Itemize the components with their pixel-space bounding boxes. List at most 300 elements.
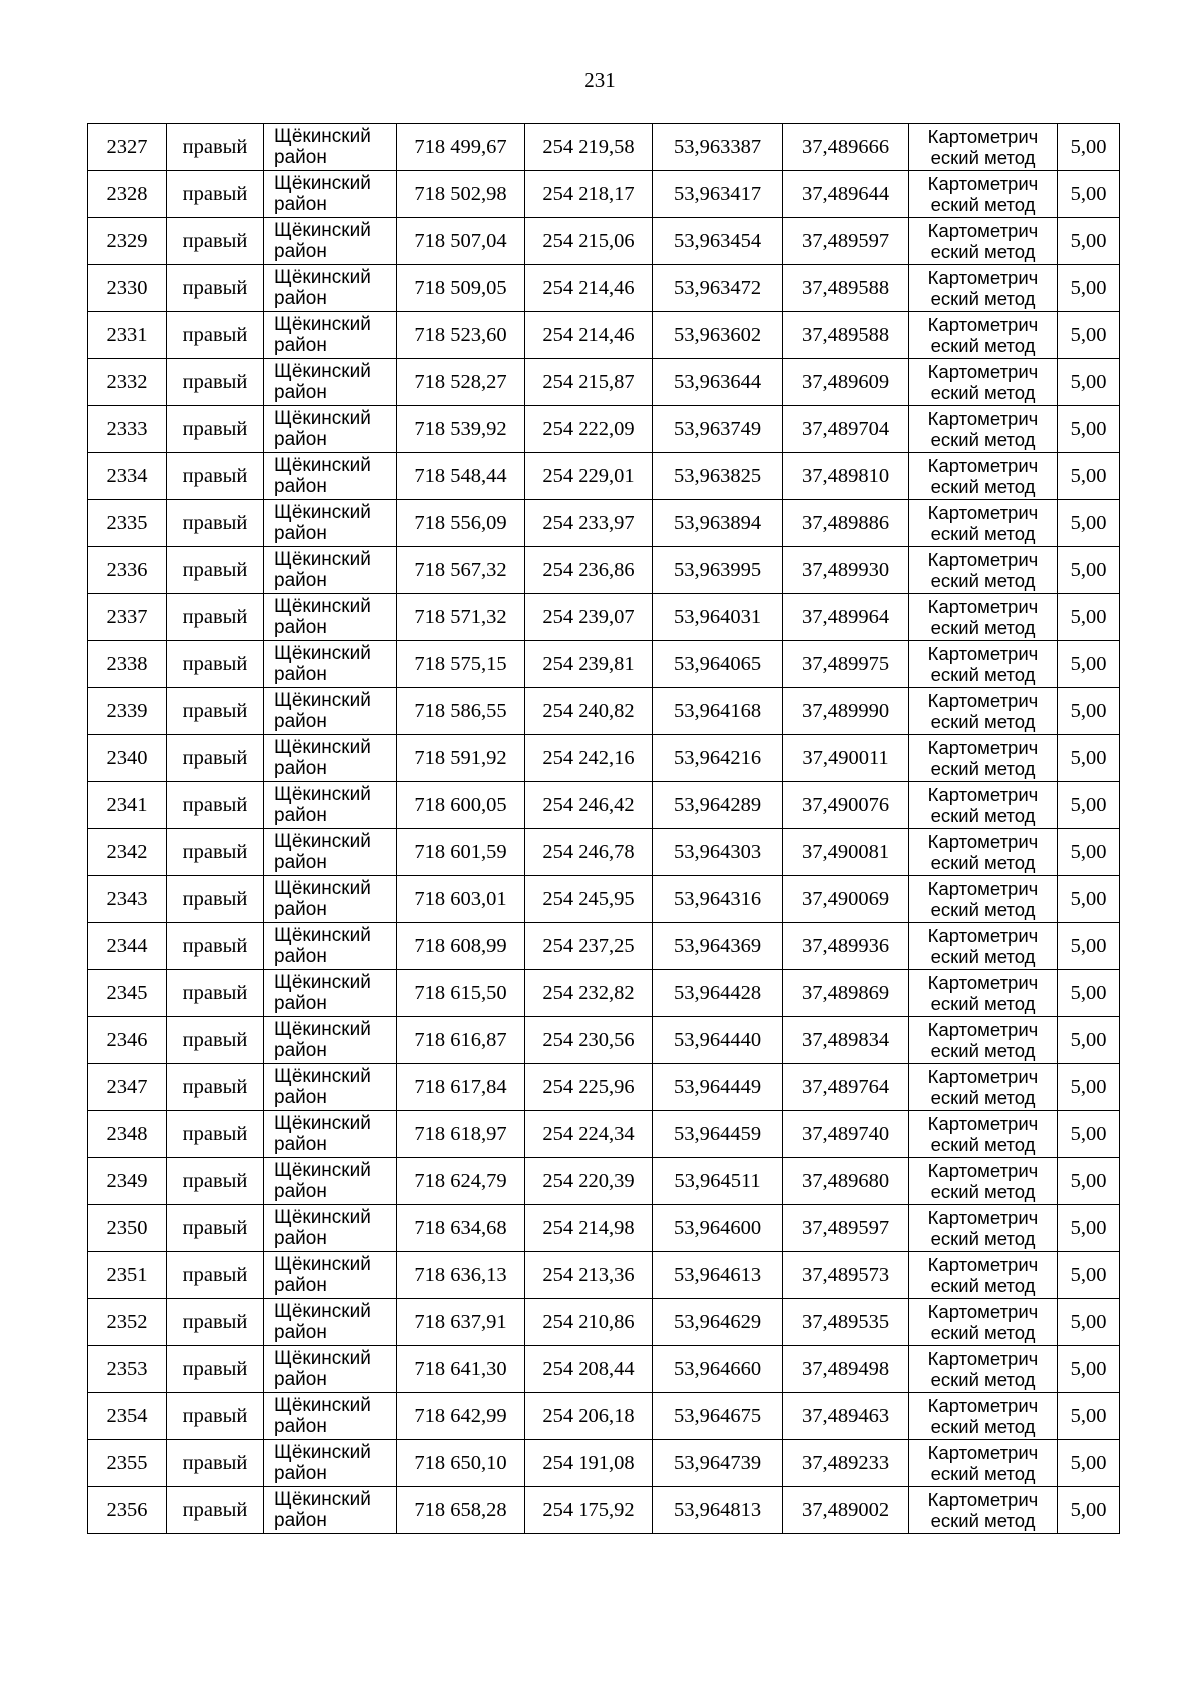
table-row [88,218,1120,265]
y-coordinate-cell: 254 229,01 [525,453,653,500]
y-coordinate-cell: 254 242,16 [525,735,653,782]
district-cell [264,1111,397,1158]
table-row [88,1158,1120,1205]
bank-side-cell: правый [167,1299,264,1346]
bank-side-cell: правый [167,782,264,829]
longitude-cell: 37,490076 [783,782,909,829]
method-cell [909,782,1058,829]
table-row [88,312,1120,359]
district-cell-line: Щёкинский [274,549,371,570]
method-cell [909,594,1058,641]
x-coordinate-cell: 718 608,99 [397,923,525,970]
point-number-cell: 2349 [88,1158,167,1205]
method-cell-line: еский метод [930,1087,1036,1108]
bank-side-cell: правый [167,265,264,312]
x-coordinate-cell: 718 641,30 [397,1346,525,1393]
district-cell-line: район [274,805,327,826]
district-cell [264,1252,397,1299]
district-cell-line: Щёкинский [274,878,371,899]
latitude-cell: 53,964600 [653,1205,783,1252]
district-cell-line: Щёкинский [274,361,371,382]
method-cell-line: еский метод [930,993,1036,1014]
method-cell-line: еский метод [930,476,1036,497]
table-row [88,359,1120,406]
district-cell-line: Щёкинский [274,1207,371,1228]
table-row [88,735,1120,782]
method-cell [909,1111,1058,1158]
accuracy-cell: 5,00 [1058,500,1120,547]
method-cell-line: еский метод [930,946,1036,967]
point-number-cell: 2355 [88,1440,167,1487]
district-cell-line: район [274,570,327,591]
district-cell [264,1393,397,1440]
point-number-cell: 2336 [88,547,167,594]
bank-side-cell: правый [167,1111,264,1158]
method-cell [909,688,1058,735]
district-cell-line: район [274,617,327,638]
method-cell-line: Картометрич [927,408,1039,429]
district-cell-line: Щёкинский [274,784,371,805]
y-coordinate-cell: 254 210,86 [525,1299,653,1346]
latitude-cell: 53,964660 [653,1346,783,1393]
y-coordinate-cell: 254 239,07 [525,594,653,641]
method-cell [909,171,1058,218]
table-row [88,1205,1120,1252]
district-cell-line: Щёкинский [274,925,371,946]
longitude-cell: 37,489597 [783,218,909,265]
table-row [88,923,1120,970]
method-cell [909,1393,1058,1440]
point-number-cell: 2351 [88,1252,167,1299]
method-cell-line: еский метод [930,335,1036,356]
method-cell-line: Картометрич [927,549,1039,570]
longitude-cell: 37,489644 [783,171,909,218]
latitude-cell: 53,963749 [653,406,783,453]
table-row [88,876,1120,923]
latitude-cell: 53,963644 [653,359,783,406]
method-cell-line: еский метод [930,664,1036,685]
district-cell-line: район [274,664,327,685]
district-cell-line: Щёкинский [274,1113,371,1134]
district-cell [264,1158,397,1205]
method-cell [909,829,1058,876]
district-cell-line: район [274,1322,327,1343]
accuracy-cell: 5,00 [1058,594,1120,641]
bank-side-cell: правый [167,1017,264,1064]
longitude-cell: 37,489233 [783,1440,909,1487]
method-cell-line: еский метод [930,1510,1036,1531]
district-cell-line: район [274,1087,327,1108]
district-cell-line: район [274,758,327,779]
district-cell [264,1299,397,1346]
district-cell-line: Щёкинский [274,1019,371,1040]
accuracy-cell: 5,00 [1058,547,1120,594]
accuracy-cell: 5,00 [1058,1393,1120,1440]
district-cell-line: район [274,1369,327,1390]
latitude-cell: 53,964675 [653,1393,783,1440]
longitude-cell: 37,489886 [783,500,909,547]
district-cell-line: район [274,1040,327,1061]
point-number-cell: 2338 [88,641,167,688]
longitude-cell: 37,489834 [783,1017,909,1064]
method-cell-line: Картометрич [927,173,1039,194]
latitude-cell: 53,963387 [653,124,783,171]
accuracy-cell: 5,00 [1058,1158,1120,1205]
method-cell-line: еский метод [930,194,1036,215]
method-cell-line: Картометрич [927,737,1039,758]
accuracy-cell: 5,00 [1058,1252,1120,1299]
y-coordinate-cell: 254 239,81 [525,641,653,688]
method-cell-line: Картометрич [927,1113,1039,1134]
x-coordinate-cell: 718 548,44 [397,453,525,500]
district-cell [264,923,397,970]
bank-side-cell: правый [167,735,264,782]
x-coordinate-cell: 718 539,92 [397,406,525,453]
bank-side-cell: правый [167,218,264,265]
district-cell-line: район [274,1134,327,1155]
longitude-cell: 37,489588 [783,265,909,312]
district-cell-line: район [274,946,327,967]
method-cell-line: еский метод [930,1369,1036,1390]
district-cell-line: Щёкинский [274,1442,371,1463]
district-cell [264,876,397,923]
y-coordinate-cell: 254 215,87 [525,359,653,406]
y-coordinate-cell: 254 218,17 [525,171,653,218]
method-cell-line: Картометрич [927,1489,1039,1510]
district-cell [264,1487,397,1534]
method-cell [909,406,1058,453]
y-coordinate-cell: 254 237,25 [525,923,653,970]
accuracy-cell: 5,00 [1058,218,1120,265]
district-cell-line: Щёкинский [274,126,371,147]
longitude-cell: 37,489573 [783,1252,909,1299]
method-cell-line: еский метод [930,241,1036,262]
district-cell-line: район [274,1510,327,1531]
accuracy-cell: 5,00 [1058,688,1120,735]
district-cell [264,594,397,641]
table-row [88,500,1120,547]
accuracy-cell: 5,00 [1058,876,1120,923]
table-row [88,688,1120,735]
district-cell-line: Щёкинский [274,643,371,664]
x-coordinate-cell: 718 634,68 [397,1205,525,1252]
point-number-cell: 2347 [88,1064,167,1111]
district-cell-line: район [274,147,327,168]
method-cell-line: еский метод [930,147,1036,168]
bank-side-cell: правый [167,406,264,453]
point-number-cell: 2330 [88,265,167,312]
district-cell-line: Щёкинский [274,1160,371,1181]
method-cell-line: еский метод [930,617,1036,638]
district-cell [264,970,397,1017]
x-coordinate-cell: 718 528,27 [397,359,525,406]
point-number-cell: 2328 [88,171,167,218]
bank-side-cell: правый [167,829,264,876]
point-number-cell: 2342 [88,829,167,876]
longitude-cell: 37,489498 [783,1346,909,1393]
bank-side-cell: правый [167,594,264,641]
table-row [88,1064,1120,1111]
district-cell-line: район [274,899,327,920]
y-coordinate-cell: 254 208,44 [525,1346,653,1393]
district-cell-line: район [274,288,327,309]
latitude-cell: 53,964303 [653,829,783,876]
method-cell-line: Картометрич [927,1254,1039,1275]
latitude-cell: 53,964613 [653,1252,783,1299]
method-cell-line: Картометрич [927,267,1039,288]
bank-side-cell: правый [167,1487,264,1534]
district-cell [264,829,397,876]
table-row [88,1440,1120,1487]
bank-side-cell: правый [167,171,264,218]
district-cell-line: район [274,852,327,873]
y-coordinate-cell: 254 214,46 [525,312,653,359]
accuracy-cell: 5,00 [1058,1017,1120,1064]
district-cell-line: район [274,476,327,497]
method-cell-line: Картометрич [927,455,1039,476]
district-cell-line: район [274,241,327,262]
accuracy-cell: 5,00 [1058,171,1120,218]
y-coordinate-cell: 254 224,34 [525,1111,653,1158]
method-cell [909,735,1058,782]
method-cell-line: еский метод [930,523,1036,544]
district-cell [264,1346,397,1393]
method-cell-line: еский метод [930,1040,1036,1061]
accuracy-cell: 5,00 [1058,735,1120,782]
method-cell-line: Картометрич [927,1207,1039,1228]
method-cell-line: Картометрич [927,1348,1039,1369]
accuracy-cell: 5,00 [1058,829,1120,876]
district-cell-line: район [274,382,327,403]
x-coordinate-cell: 718 586,55 [397,688,525,735]
district-cell-line: район [274,194,327,215]
y-coordinate-cell: 254 219,58 [525,124,653,171]
method-cell-line: еский метод [930,1134,1036,1155]
method-cell [909,312,1058,359]
method-cell-line: еский метод [930,1181,1036,1202]
method-cell [909,1487,1058,1534]
table-row [88,829,1120,876]
district-cell-line: Щёкинский [274,596,371,617]
latitude-cell: 53,964065 [653,641,783,688]
district-cell-line: Щёкинский [274,1301,371,1322]
y-coordinate-cell: 254 175,92 [525,1487,653,1534]
bank-side-cell: правый [167,453,264,500]
table-row [88,1252,1120,1299]
accuracy-cell: 5,00 [1058,1205,1120,1252]
method-cell-line: Картометрич [927,1066,1039,1087]
accuracy-cell: 5,00 [1058,970,1120,1017]
x-coordinate-cell: 718 591,92 [397,735,525,782]
latitude-cell: 53,963472 [653,265,783,312]
y-coordinate-cell: 254 213,36 [525,1252,653,1299]
x-coordinate-cell: 718 642,99 [397,1393,525,1440]
longitude-cell: 37,489588 [783,312,909,359]
point-number-cell: 2327 [88,124,167,171]
x-coordinate-cell: 718 509,05 [397,265,525,312]
bank-side-cell: правый [167,124,264,171]
bank-side-cell: правый [167,312,264,359]
y-coordinate-cell: 254 225,96 [525,1064,653,1111]
table-row [88,594,1120,641]
district-cell [264,1205,397,1252]
bank-side-cell: правый [167,1158,264,1205]
latitude-cell: 53,964168 [653,688,783,735]
latitude-cell: 53,964369 [653,923,783,970]
longitude-cell: 37,489002 [783,1487,909,1534]
y-coordinate-cell: 254 240,82 [525,688,653,735]
latitude-cell: 53,964511 [653,1158,783,1205]
district-cell [264,1064,397,1111]
point-number-cell: 2337 [88,594,167,641]
district-cell-line: Щёкинский [274,690,371,711]
district-cell-line: район [274,1228,327,1249]
bank-side-cell: правый [167,688,264,735]
bank-side-cell: правый [167,970,264,1017]
method-cell [909,1252,1058,1299]
method-cell [909,547,1058,594]
district-cell [264,359,397,406]
x-coordinate-cell: 718 603,01 [397,876,525,923]
bank-side-cell: правый [167,1346,264,1393]
accuracy-cell: 5,00 [1058,1299,1120,1346]
accuracy-cell: 5,00 [1058,359,1120,406]
latitude-cell: 53,964031 [653,594,783,641]
method-cell-line: еский метод [930,1463,1036,1484]
district-cell [264,688,397,735]
point-number-cell: 2356 [88,1487,167,1534]
x-coordinate-cell: 718 617,84 [397,1064,525,1111]
point-number-cell: 2340 [88,735,167,782]
table-body [88,124,1120,1534]
y-coordinate-cell: 254 246,42 [525,782,653,829]
district-cell-line: Щёкинский [274,173,371,194]
accuracy-cell: 5,00 [1058,923,1120,970]
longitude-cell: 37,489704 [783,406,909,453]
x-coordinate-cell: 718 601,59 [397,829,525,876]
method-cell-line: Картометрич [927,1442,1039,1463]
table-row [88,453,1120,500]
longitude-cell: 37,489535 [783,1299,909,1346]
y-coordinate-cell: 254 215,06 [525,218,653,265]
point-number-cell: 2353 [88,1346,167,1393]
x-coordinate-cell: 718 571,32 [397,594,525,641]
longitude-cell: 37,489463 [783,1393,909,1440]
method-cell [909,1205,1058,1252]
y-coordinate-cell: 254 245,95 [525,876,653,923]
bank-side-cell: правый [167,1252,264,1299]
y-coordinate-cell: 254 222,09 [525,406,653,453]
method-cell-line: Картометрич [927,1395,1039,1416]
accuracy-cell: 5,00 [1058,1064,1120,1111]
x-coordinate-cell: 718 636,13 [397,1252,525,1299]
page-number: 231 [584,68,616,92]
latitude-cell: 53,964289 [653,782,783,829]
method-cell-line: Картометрич [927,878,1039,899]
district-cell-line: Щёкинский [274,1348,371,1369]
table-row [88,1346,1120,1393]
table-row [88,1017,1120,1064]
coordinates-table [87,123,1120,1534]
district-cell [264,265,397,312]
longitude-cell: 37,489930 [783,547,909,594]
method-cell-line: Картометрич [927,1019,1039,1040]
longitude-cell: 37,489764 [783,1064,909,1111]
district-cell-line: Щёкинский [274,972,371,993]
district-cell [264,735,397,782]
method-cell [909,359,1058,406]
bank-side-cell: правый [167,1393,264,1440]
point-number-cell: 2331 [88,312,167,359]
district-cell-line: Щёкинский [274,314,371,335]
latitude-cell: 53,964428 [653,970,783,1017]
x-coordinate-cell: 718 615,50 [397,970,525,1017]
district-cell [264,453,397,500]
y-coordinate-cell: 254 232,82 [525,970,653,1017]
table-row [88,265,1120,312]
method-cell-line: Картометрич [927,596,1039,617]
latitude-cell: 53,964629 [653,1299,783,1346]
y-coordinate-cell: 254 230,56 [525,1017,653,1064]
longitude-cell: 37,489597 [783,1205,909,1252]
x-coordinate-cell: 718 502,98 [397,171,525,218]
y-coordinate-cell: 254 191,08 [525,1440,653,1487]
latitude-cell: 53,964216 [653,735,783,782]
bank-side-cell: правый [167,359,264,406]
method-cell-line: Картометрич [927,972,1039,993]
table-row [88,124,1120,171]
point-number-cell: 2335 [88,500,167,547]
district-cell-line: Щёкинский [274,267,371,288]
method-cell-line: еский метод [930,711,1036,732]
table-row [88,1393,1120,1440]
method-cell [909,1064,1058,1111]
method-cell-line: Картометрич [927,690,1039,711]
accuracy-cell: 5,00 [1058,124,1120,171]
longitude-cell: 37,490069 [783,876,909,923]
accuracy-cell: 5,00 [1058,1440,1120,1487]
latitude-cell: 53,964739 [653,1440,783,1487]
longitude-cell: 37,489680 [783,1158,909,1205]
district-cell [264,171,397,218]
method-cell [909,641,1058,688]
district-cell-line: район [274,523,327,544]
accuracy-cell: 5,00 [1058,1487,1120,1534]
bank-side-cell: правый [167,547,264,594]
point-number-cell: 2329 [88,218,167,265]
point-number-cell: 2343 [88,876,167,923]
district-cell-line: Щёкинский [274,220,371,241]
x-coordinate-cell: 718 650,10 [397,1440,525,1487]
method-cell-line: Картометрич [927,502,1039,523]
x-coordinate-cell: 718 523,60 [397,312,525,359]
x-coordinate-cell: 718 507,04 [397,218,525,265]
method-cell-line: еский метод [930,1416,1036,1437]
district-cell-line: Щёкинский [274,1489,371,1510]
district-cell-line: район [274,335,327,356]
x-coordinate-cell: 718 499,67 [397,124,525,171]
latitude-cell: 53,963454 [653,218,783,265]
method-cell-line: Картометрич [927,831,1039,852]
accuracy-cell: 5,00 [1058,1111,1120,1158]
x-coordinate-cell: 718 600,05 [397,782,525,829]
latitude-cell: 53,964316 [653,876,783,923]
district-cell [264,641,397,688]
x-coordinate-cell: 718 616,87 [397,1017,525,1064]
method-cell [909,970,1058,1017]
accuracy-cell: 5,00 [1058,1346,1120,1393]
district-cell-line: Щёкинский [274,502,371,523]
